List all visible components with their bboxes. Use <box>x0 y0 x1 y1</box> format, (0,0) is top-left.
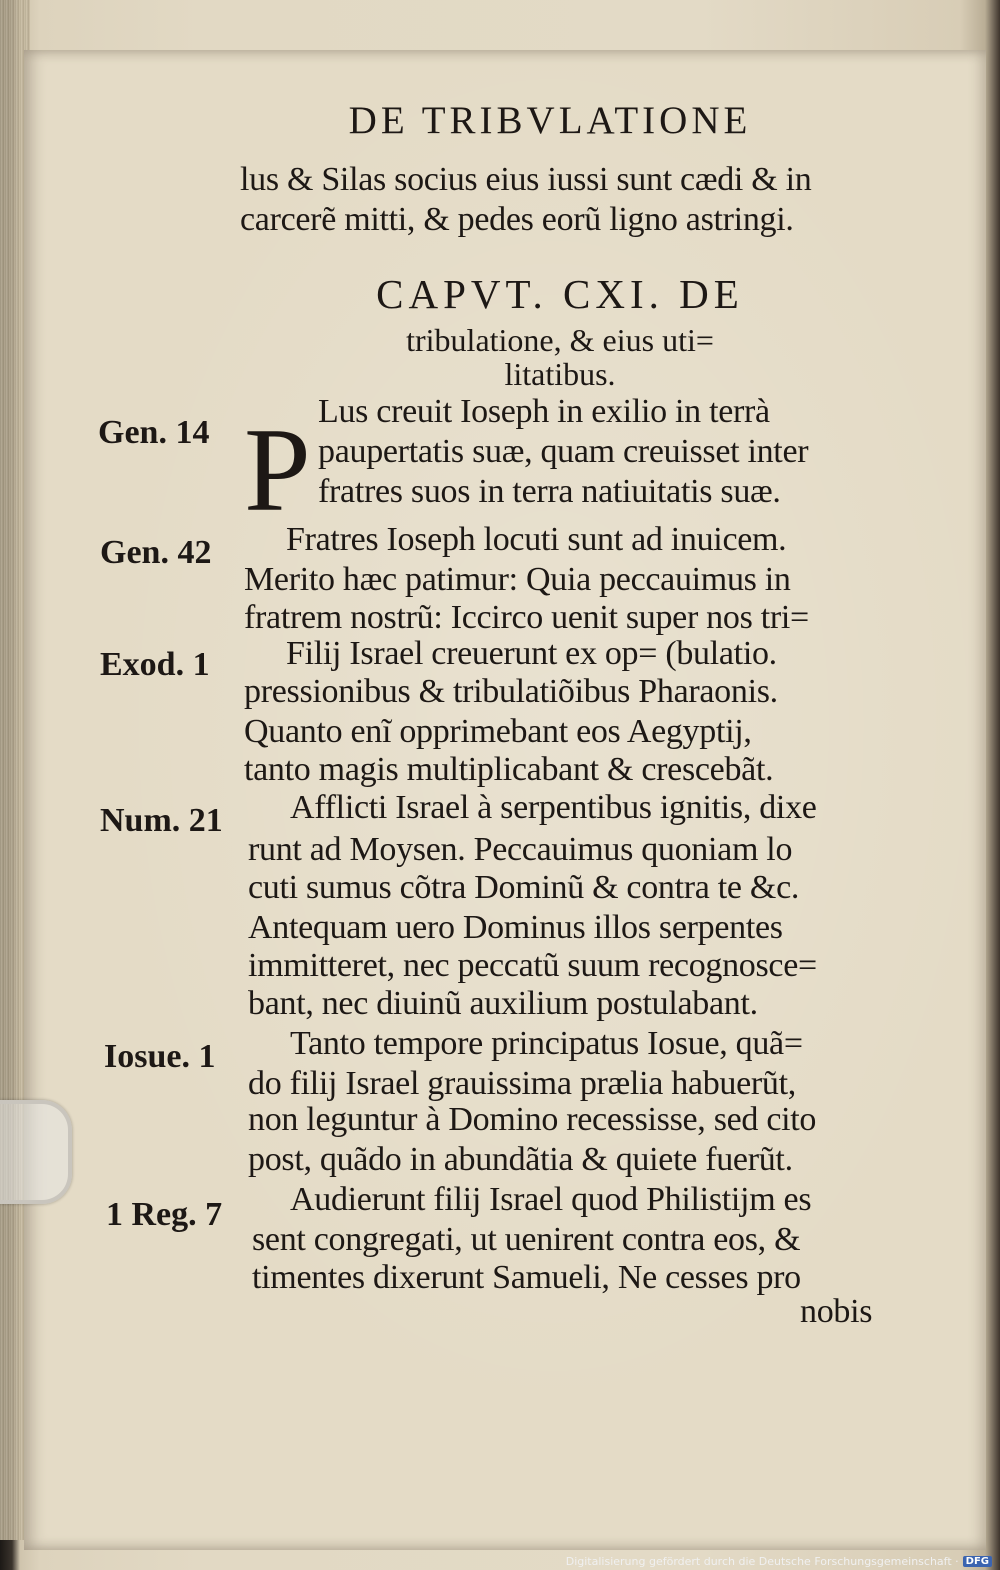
body-line: post, quãdo in abundãtia & quiete fuerũt. <box>248 1141 793 1178</box>
page-clip <box>0 1100 72 1204</box>
body-line: fratres suos in terra natiuitatis suæ. <box>318 473 781 510</box>
margin-reference: Iosue. 1 <box>104 1038 216 1075</box>
body-line: fratrem nostrũ: Iccirco uenit super nos tri= <box>244 599 809 636</box>
body-line: non leguntur à Domino recessisse, sed cito <box>248 1101 817 1138</box>
body-line: timentes dixerunt Samueli, Ne cesses pro <box>252 1259 801 1296</box>
body-line: sent congregati, ut uenirent contra eos, & <box>252 1221 801 1258</box>
body-line: Merito hæc patimur: Quia peccauimus in <box>244 561 791 598</box>
dfg-logo: DFG <box>963 1556 992 1567</box>
margin-reference: Gen. 14 <box>98 414 210 451</box>
body-line: immitteret, nec peccatũ suum recognosce= <box>248 947 817 984</box>
body-line: Tanto tempore principatus Iosue, quã= <box>290 1025 803 1062</box>
body-line: Lus creuit Ioseph in exilio in terrà <box>318 393 770 430</box>
chapter-title: CAPVT. CXI. DE <box>376 271 744 317</box>
margin-reference: 1 Reg. 7 <box>106 1196 223 1233</box>
body-line: paupertatis suæ, quam creuisset inter <box>318 433 809 470</box>
body-line: runt ad Moysen. Peccauimus quoniam lo <box>248 831 793 868</box>
intro-line: lus & Silas socius eius iussi sunt cædi & in <box>240 161 812 198</box>
catchword: nobis <box>800 1293 873 1330</box>
body-line: bant, nec diuinũ auxilium postulabant. <box>248 985 758 1022</box>
body-line: tanto magis multiplicabant & crescebãt. <box>244 751 774 788</box>
body-line: Quanto enĩ opprimebant eos Aegyptij, <box>244 713 752 750</box>
digitization-credit <box>566 1552 992 1570</box>
intro-line: carcerẽ mitti, & pedes eorũ ligno astringi. <box>240 201 794 238</box>
margin-reference: Gen. 42 <box>100 534 212 571</box>
body-line: cuti sumus cõtra Dominũ & contra te &c. <box>248 869 800 906</box>
running-heading: DE TRIBVLATIONE <box>348 99 752 142</box>
body-line: Afflicti Israel à serpentibus ignitis, dixe <box>290 789 817 826</box>
body-line: do filij Israel grauissima prælia habuerũt, <box>248 1065 796 1102</box>
margin-reference: Num. 21 <box>100 802 223 839</box>
body-line: Antequam uero Dominus illos serpentes <box>248 909 783 946</box>
drop-capital: P <box>244 403 311 536</box>
body-line: Fratres Ioseph locuti sunt ad inuicem. <box>286 521 787 558</box>
credit-text: Digitalisierung gefördert durch die Deutsche Forschungsgemeinschaft · <box>565 1554 959 1568</box>
body-line: Audierunt filij Israel quod Philistijm es <box>290 1181 812 1218</box>
margin-reference: Exod. 1 <box>100 646 210 683</box>
body-line: Filij Israel creuerunt ex op= (bulatio. <box>286 635 777 672</box>
chapter-subtitle: tribulatione, & eius uti= <box>406 322 714 358</box>
body-line: pressionibus & tribulatiõibus Pharaonis. <box>244 673 778 710</box>
chapter-subtitle: litatibus. <box>504 356 616 392</box>
